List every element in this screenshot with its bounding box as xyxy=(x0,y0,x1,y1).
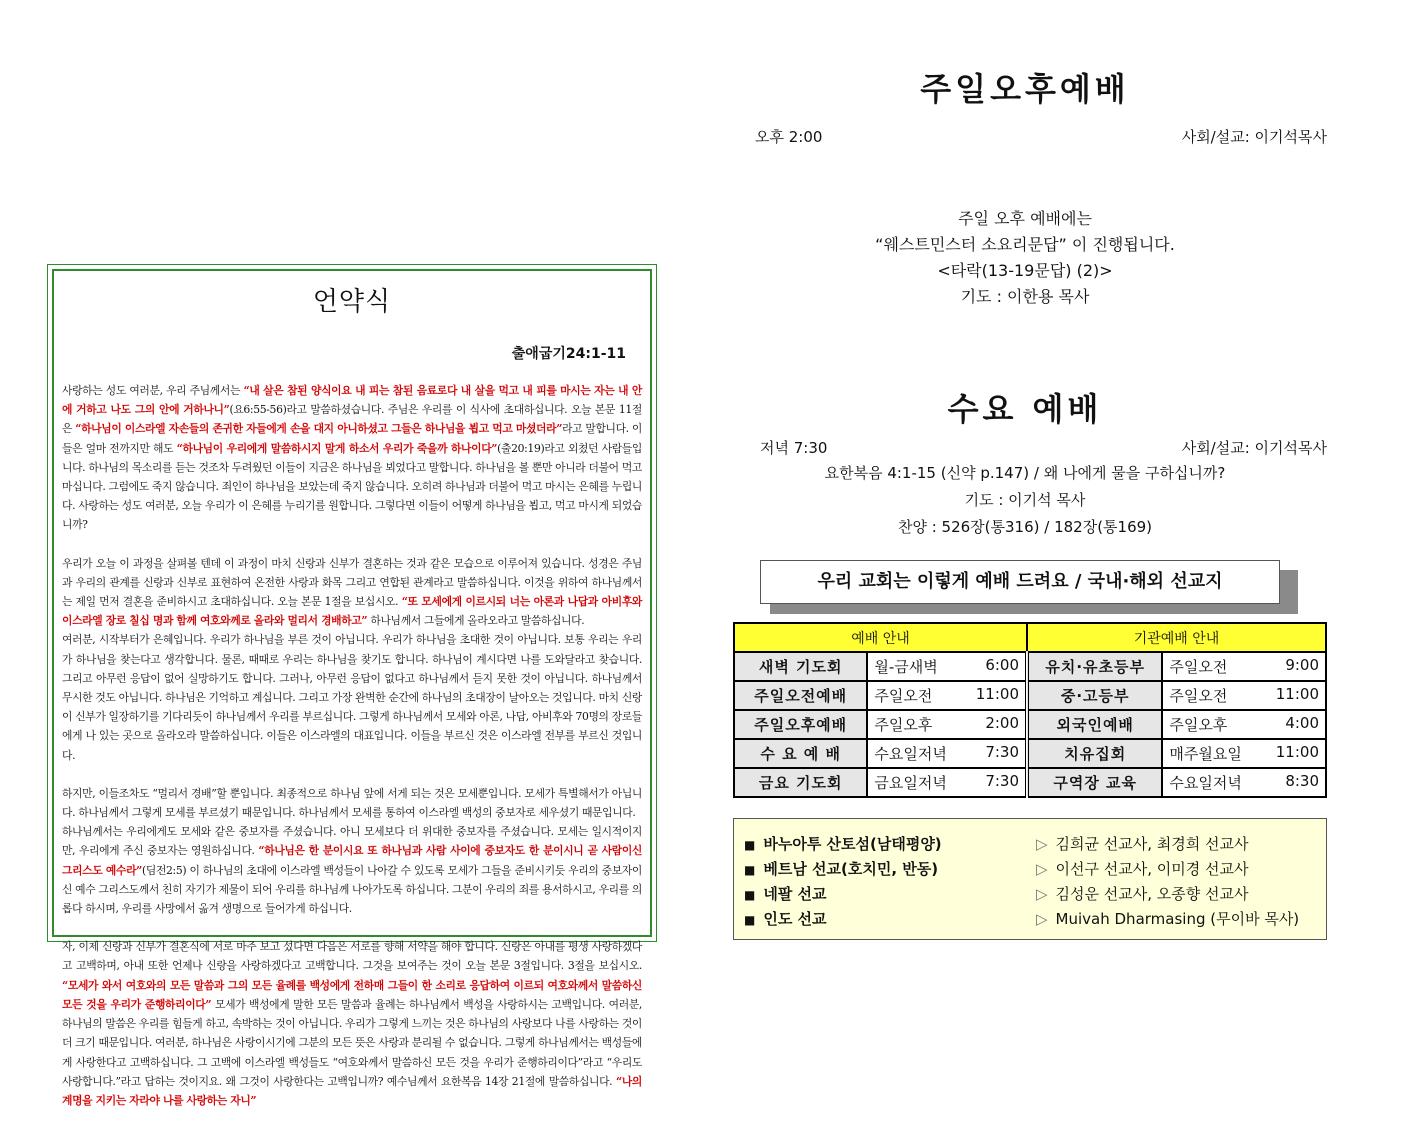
sermon-text: 자, 이제 신랑과 신부가 결혼식에 서로 마주 보고 섰다면 다음은 서로를 향해 서약을 해야 합니다. 신랑은 아내를 평생 사랑하겠다고 고백하며, 아내 또한 언제나 신랑을 사랑하겠다고 고백합니다. 그것을 보여주는 것이 오늘 본문 3절입니다. 3절을 보십시오. xyxy=(62,940,642,973)
department-time: 8:30 xyxy=(1285,772,1319,790)
worship-day: 주일오전 xyxy=(874,687,933,705)
wednesday-prayer: 기도 : 이기석 목사 xyxy=(964,491,1086,509)
scripture-quote: “모세가 와서 여호와의 모든 말씀과 그의 모든 율례를 백성에게 전하매 그들이 한 소리로 응답하여 이르되 여호와께서 말씀하신 모든 것을 우리가 준행하리이다” xyxy=(62,978,642,1011)
schedule-header-worship: 예배 안내 xyxy=(734,623,1027,652)
afternoon-line-3: <타락(13-19문답) (2)> xyxy=(937,261,1113,280)
mission-place-row xyxy=(744,858,938,879)
department-time-cell xyxy=(1162,681,1326,710)
department-time: 11:00 xyxy=(1275,685,1319,703)
sermon-title: 언약식 xyxy=(312,287,392,317)
department-time: 9:00 xyxy=(1285,656,1319,674)
mission-people-row xyxy=(1036,908,1299,929)
department-day: 매주월요일 xyxy=(1169,745,1242,763)
mission-people-row xyxy=(1036,883,1249,904)
sermon-paragraph xyxy=(62,937,642,1110)
square-bullet-icon: ■ xyxy=(744,863,756,877)
sermon-text: 모세가 백성에게 말한 모든 말씀과 율례는 하나님께서 백성을 사랑하시는 고백입니다. 여러분, 하나님의 말씀은 우리를 힘들게 하고, 속박하는 것이 아닙니다. 우리가 그렇게 느끼는 것은 하나님의 사랑보다 나를 사랑하는 것이 더 크기 때문입니다. 여러분, 하나님은 사랑이시기에 그분의 모든 뜻은 사랑과 분리될 수 없습니다. 그렇게 하나님께서는 백성들에게 사랑한다고 고백하십니다. 그 고백에 이스라엘 백성들도 “여호와께서 말씀하신 모든 것을 우리가 준행하리이다”라고 “우리도 사랑합니다.”라고 답하는 것이지요. 왜 그것이 사랑한다는 고백입니까? 예수님께서 요한복음 14장 21절에 말씀하십니다. xyxy=(62,997,642,1088)
schedule-body xyxy=(734,652,1326,797)
worship-day: 월-금새벽 xyxy=(874,658,938,676)
sermon-body xyxy=(62,381,642,1129)
sermon-text: 라고 말합니다. 이들은 얼마 전까지만 해도 xyxy=(62,422,642,455)
mission-place: 바누아투 산토섬(남태평양) xyxy=(763,835,942,853)
worship-time: 6:00 xyxy=(985,656,1019,674)
afternoon-leader: 사회/설교: 이기석목사 xyxy=(1181,128,1327,146)
department-name: 외국인예배 xyxy=(1027,710,1162,739)
worship-time: 2:00 xyxy=(985,714,1019,732)
scripture-quote: “하나님이 이스라엘 자손들의 존귀한 자들에게 손을 대지 아니하셨고 그들은 하나님을 뵙고 먹고 마셨더라” xyxy=(75,422,563,436)
afternoon-line-1: 주일 오후 예배에는 xyxy=(958,209,1092,228)
schedule-header-department: 기관예배 안내 xyxy=(1027,623,1326,652)
schedule-row xyxy=(734,681,1326,710)
triangle-bullet-icon: ▷ xyxy=(1036,860,1048,878)
sermon-panel-inner-border xyxy=(52,269,652,1107)
wednesday-leader: 사회/설교: 이기석목사 xyxy=(1181,439,1327,457)
department-day: 수요일저녁 xyxy=(1169,774,1242,792)
worship-day: 주일오후 xyxy=(874,716,933,734)
worship-name: 새벽 기도회 xyxy=(734,652,867,681)
department-time-cell xyxy=(1162,768,1326,797)
square-bullet-icon: ■ xyxy=(744,913,756,927)
mission-place: 네팔 선교 xyxy=(763,885,827,903)
worship-name: 수 요 예 배 xyxy=(734,739,867,768)
scripture-quote: “또 모세에게 이르시되 너는 아론과 나답과 아비후와 이스라엘 장로 칠십 명과 함께 여호와께로 올라와 멀리서 경배하고” xyxy=(62,595,642,628)
afternoon-prayer: 기도 : 이한용 목사 xyxy=(960,287,1090,306)
department-time: 11:00 xyxy=(1275,743,1319,761)
schedule-row xyxy=(734,652,1326,681)
worship-time-cell xyxy=(867,652,1027,681)
afternoon-time: 오후 2:00 xyxy=(755,128,823,146)
worship-name: 금요 기도회 xyxy=(734,768,867,797)
sermon-paragraph xyxy=(62,381,642,535)
sermon-panel xyxy=(47,264,657,1107)
missions-box xyxy=(733,818,1327,940)
worship-time: 11:00 xyxy=(975,685,1019,703)
sermon-text: 하지만, 이들조차도 “멀리서 경배”할 뿐입니다. 최종적으로 하나님 앞에 서게 되는 것은 모세뿐입니다. 모세가 특별해서가 아닙니다. 하나님께서 그렇게 모세를 부르셨기 때문입니다. 하나님께서 모세를 통하여 이스라엘 백성의 중보자로 세우셨기 때문입니다. xyxy=(62,786,642,820)
sermon-text: 사랑하는 성도 여러분, 우리 주님께서는 xyxy=(62,384,244,397)
worship-time-cell xyxy=(867,739,1027,768)
worship-time-cell xyxy=(867,710,1027,739)
department-day: 주일오후 xyxy=(1169,716,1228,734)
department-time-cell xyxy=(1162,739,1326,768)
sermon-text: 우리가 오늘 이 과정을 살펴볼 텐데 이 과정이 마치 신랑과 신부가 결혼하는 것과 같은 모습으로 이루어져 있습니다. 성경은 주님과 우리의 관계를 신랑과 신부로 표현하여 온전한 사랑과 화목 그리고 연합된 관계라고 말씀하십니다. 이것을 위하여 하나님께서는 제일 먼저 결혼을 준비하시고 초대하십니다. 오늘 본문 1절을 보십시오. xyxy=(62,556,642,609)
worship-day: 수요일저녁 xyxy=(874,745,947,763)
wednesday-hymn: 찬양 : 526장(통316) / 182장(통169) xyxy=(897,518,1153,536)
department-day: 주일오전 xyxy=(1169,658,1228,676)
schedule-row xyxy=(734,710,1326,739)
worship-time-cell xyxy=(867,768,1027,797)
worship-name: 주일오후예배 xyxy=(734,710,867,739)
sermon-paragraph xyxy=(62,784,642,822)
mission-people-row xyxy=(1036,858,1249,879)
department-time: 4:00 xyxy=(1285,714,1319,732)
mission-place-row xyxy=(744,908,827,929)
sermon-text: 하나님께서 그들에게 올라오라고 말씀하십니다. xyxy=(367,614,585,628)
square-bullet-icon: ■ xyxy=(744,838,756,852)
triangle-bullet-icon: ▷ xyxy=(1036,910,1048,928)
schedule-row xyxy=(734,739,1326,768)
triangle-bullet-icon: ▷ xyxy=(1036,885,1048,903)
sermon-paragraph xyxy=(62,822,642,918)
schedule-table xyxy=(733,622,1327,798)
mission-people: 이선구 선교사, 이미경 선교사 xyxy=(1055,860,1249,878)
mission-people: 김희균 선교사, 최경희 선교사 xyxy=(1055,835,1249,853)
worship-day: 금요일저녁 xyxy=(874,774,947,792)
worship-time: 7:30 xyxy=(985,772,1019,790)
mission-people: Muivah Dharmasing (무이바 목사) xyxy=(1055,910,1300,928)
department-day: 주일오전 xyxy=(1169,687,1228,705)
department-name: 유치·유초등부 xyxy=(1027,652,1162,681)
sermon-text: 여러분, 시작부터가 은혜입니다. 우리가 하나님을 부른 것이 아닙니다. 우리가 하나님을 초대한 것이 아닙니다. 보통 우리는 우리가 하나님을 찾는다고 생각합니다. 물론, 때때로 우리는 하나님을 찾기도 합니다. 하나님이 계시다면 나를 도와달라고 찾습니다. 그리고 아무런 응답이 없어 실망하기도 합니다. 그러나, 아무런 응답이 없다고 하나님께서 듣지 못한 것이 아닙니다. 하나님께서 무시한 것도 아닙니다. 하나님은 기억하고 계십니다. 그리고 가장 완벽한 순간에 하나님의 초대장이 날아오는 것입니다. 마치 신랑이 신부가 일장하기를 기다리듯이 하나님께서 우리를 부르십니다. 그렇게 하나님께서 모세와 아론, 나답, 아비후와 70명의 장로들에게 나 있는 곳으로 올라오라 말씀하십니다. 이들은 이스라엘의 대표입니다. 이들을 부르신 것은 이스라엘 전부를 부르신 것입니다. xyxy=(62,633,642,762)
department-name: 치유집회 xyxy=(1027,739,1162,768)
scripture-quote: “내 살은 참된 양식이요 내 피는 참된 음료로다 내 살을 먹고 내 피를 마시는 자는 내 안에 거하고 나도 그의 안에 거하나니” xyxy=(62,384,642,417)
wednesday-scripture: 요한복음 4:1-15 (신약 p.147) / 왜 나에게 물을 구하십니까? xyxy=(824,464,1226,482)
scripture-quote: “나의 계명을 지키는 자라야 나를 사랑하는 자니” xyxy=(62,1074,642,1107)
sermon-text: (요6:55-56)라고 말씀하셨습니다. 주님은 우리를 이 식사에 초대하십니다. 오늘 본문 11절은 xyxy=(62,403,642,436)
scripture-quote: “하나님이 우리에게 말씀하시지 말게 하소서 우리가 죽을까 하나이다” xyxy=(176,441,498,455)
department-name: 중·고등부 xyxy=(1027,681,1162,710)
afternoon-service-title: 주일오후예배 xyxy=(920,70,1130,108)
worship-name: 주일오전예배 xyxy=(734,681,867,710)
department-name: 구역장 교육 xyxy=(1027,768,1162,797)
square-bullet-icon: ■ xyxy=(744,888,756,902)
scripture-quote: “하나님은 한 분이시요 또 하나님과 사람 사이에 중보자도 한 분이시니 곧 사람이신 그리스도 예수라” xyxy=(62,844,642,877)
schedule-row xyxy=(734,768,1326,797)
department-time-cell xyxy=(1162,710,1326,739)
worship-time: 7:30 xyxy=(985,743,1019,761)
department-time-cell xyxy=(1162,652,1326,681)
schedule-banner: 우리 교회는 이렇게 예배 드려요 / 국내·해외 선교지 xyxy=(760,560,1280,604)
sermon-text: 하나님께서는 우리에게도 모세와 같은 중보자를 주셨습니다. 아니 모세보다 더 위대한 중보자를 주셨습니다. 모세는 일시적이지만, 우리에게 주신 중보자는 영원하십니다. xyxy=(62,825,642,858)
mission-people-row xyxy=(1036,833,1249,854)
sermon-paragraph xyxy=(62,554,642,631)
sermon-text: (딤전2:5) 이 하나님의 초대에 이스라엘 백성들이 나아갈 수 있도록 모세가 그들을 준비시키듯 우리의 중보자이신 예수 그리스도께서 친히 자기가 제물이 되어 우리를 하나님께 나아가도록 하십니다. 그분이 우리의 죄를 용서하시고, 우리를 의롭다 하시며, 우리를 사망에서 옮겨 생명으로 들어가게 하십니다. xyxy=(62,863,642,916)
mission-place: 인도 선교 xyxy=(763,910,827,928)
sermon-paragraph xyxy=(62,630,642,764)
mission-place-row xyxy=(744,883,827,904)
sermon-text: (출20:19)라고 외쳤던 사람들입니다. 하나님의 목소리를 듣는 것조차 두려웠던 이들이 지금은 하나님을 뵈었다고 말합니다. 하나님을 볼 뿐만 아니라 더불어 먹고 마십니다. 그럼에도 죽지 않습니다. 죄인이 하나님을 보았는데 죽지 않습니다. 오히려 하나님과 더불어 먹고 마시는 은혜를 누립니다. 사랑하는 성도 여러분, 오늘 우리가 이 은혜를 누리기를 원합니다. 그렇다면 이들이 어떻게 하나님을 뵙고, 먹고 마시게 되었습니까? xyxy=(62,441,642,532)
sermon-reference: 출애굽기24:1-11 xyxy=(511,346,626,362)
triangle-bullet-icon: ▷ xyxy=(1036,835,1048,853)
worship-time-cell xyxy=(867,681,1027,710)
mission-place-row xyxy=(744,833,942,854)
wednesday-service-title: 수요 예배 xyxy=(947,390,1103,428)
mission-place: 베트남 선교(호치민, 반동) xyxy=(763,860,939,878)
afternoon-line-2: “웨스트민스터 소요리문답” 이 진행됩니다. xyxy=(875,235,1175,254)
mission-people: 김성운 선교사, 오종향 선교사 xyxy=(1055,885,1249,903)
wednesday-time: 저녁 7:30 xyxy=(760,439,828,457)
